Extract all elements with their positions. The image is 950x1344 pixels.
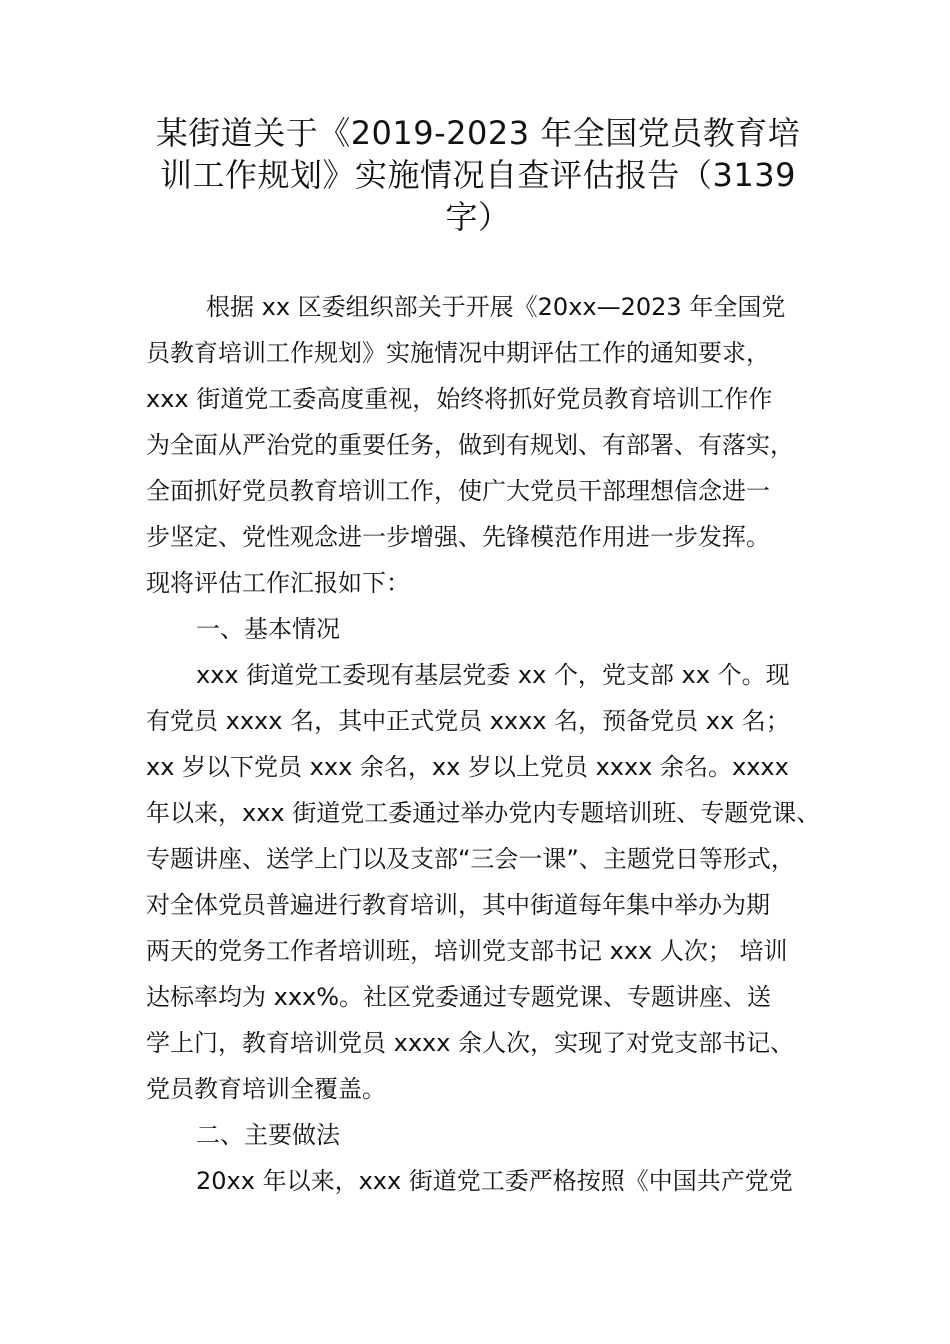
paragraph-line: xxx 街道党工委高度重视，始终将抓好党员教育培训工作作: [146, 385, 773, 413]
paragraph-line: 年以来，xxx 街道党工委通过举办党内专题培训班、专题党课、: [146, 799, 821, 827]
document-body: [146, 284, 846, 1204]
section-heading: 一、基本情况: [196, 615, 340, 643]
paragraph-line: 根据 xx 区委组织部关于开展《20xx—2023 年全国党: [206, 293, 786, 321]
paragraph-line: xxx 街道党工委现有基层党委 xx 个，党支部 xx 个。现: [196, 661, 790, 689]
title-line: 某街道关于《2019-2023 年全国党员教育培: [155, 114, 801, 152]
title-line: 字）: [445, 198, 511, 236]
paragraph-line: 员教育培训工作规划》实施情况中期评估工作的通知要求，: [146, 339, 770, 367]
paragraph-line: 为全面从严治党的重要任务，做到有规划、有部署、有落实，: [146, 431, 794, 459]
title-line: 训工作规划》实施情况自查评估报告（3139: [160, 156, 796, 194]
paragraph-line: 学上门，教育培训党员 xxxx 余人次，实现了对党支部书记、: [146, 1029, 795, 1057]
paragraph-line: 现将评估工作汇报如下：: [146, 569, 410, 597]
paragraph-line: 有党员 xxxx 名，其中正式党员 xxxx 名，预备党员 xx 名；: [146, 707, 790, 735]
section-heading: 二、主要做法: [196, 1121, 340, 1149]
document-title: [128, 112, 828, 238]
paragraph-line: 党员教育培训全覆盖。: [146, 1075, 386, 1103]
paragraph-line: 步坚定、党性观念进一步增强、先锋模范作用进一步发挥。: [146, 523, 770, 551]
paragraph-line: 两天的党务工作者培训班，培训党支部书记 xxx 人次； 培训: [146, 937, 788, 965]
paragraph-line: 对全体党员普遍进行教育培训，其中街道每年集中举办为期: [146, 891, 770, 919]
paragraph-line: 专题讲座、送学上门以及支部“三会一课”、主题党日等形式，: [146, 845, 795, 873]
paragraph-line: 20xx 年以来，xxx 街道党工委严格按照《中国共产党党: [196, 1167, 793, 1195]
paragraph-line: xx 岁以下党员 xxx 余名，xx 岁以上党员 xxxx 余名。xxxx: [146, 753, 789, 781]
paragraph-line: 全面抓好党员教育培训工作，使广大党员干部理想信念进一: [146, 477, 770, 505]
paragraph-line: 达标率均为 xxx%。社区党委通过专题党课、专题讲座、送: [146, 983, 772, 1011]
